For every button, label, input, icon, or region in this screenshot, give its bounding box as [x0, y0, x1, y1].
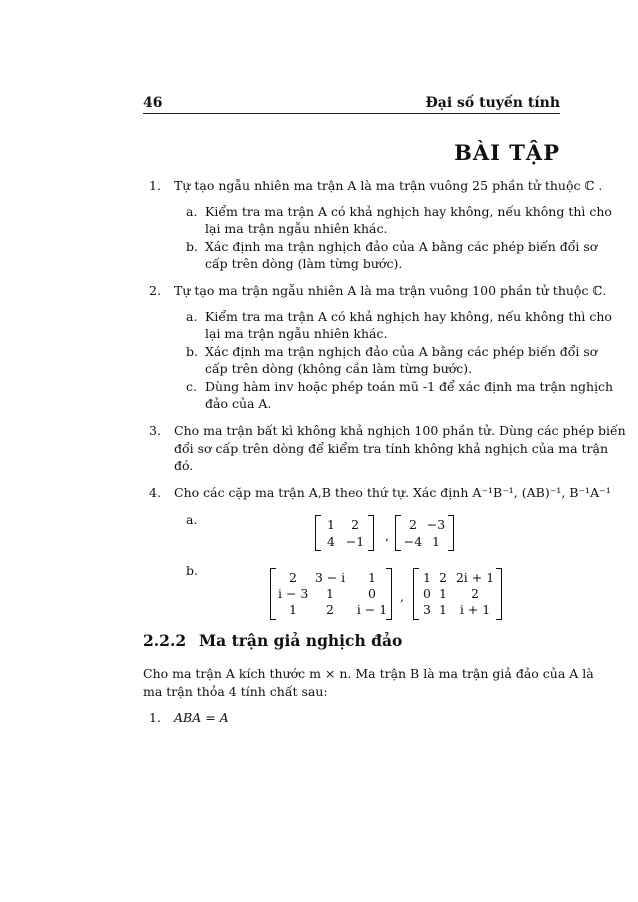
matrix-cell: 3 [423, 602, 431, 617]
matrix-cell: 2 [439, 570, 447, 585]
running-title: Đại số tuyến tính [425, 95, 560, 111]
matrix-separator: , [400, 589, 404, 604]
exercise-2a-line-1: Kiểm tra ma trận A có khả nghịch hay không, nếu không thì cho [205, 309, 612, 324]
matrix-cell: 1 [423, 570, 431, 585]
header-rule [143, 113, 560, 114]
property-1-number: 1. [149, 710, 161, 725]
matrix-cell: 1 [439, 602, 447, 617]
matrix-cell: 2i + 1 [455, 570, 495, 585]
matrix-cell: 0 [423, 586, 431, 601]
subsection-intro-line-1: Cho ma trận A kích thước m × n. Ma trận B là ma trận giả đảo của A là [143, 666, 594, 681]
exercise-4-number: 4. [149, 485, 161, 500]
exercise-1a-line-1: Kiểm tra ma trận A có khả nghịch hay không, nếu không thì cho [205, 204, 612, 219]
exercise-1b-label: b. [186, 239, 198, 254]
matrix-4b-A-left-bracket [270, 568, 276, 620]
exercise-2b-line-2: cấp trên dòng (không cần làm từng bước). [205, 361, 473, 376]
exercise-3-line-1: Cho ma trận bất kì không khả nghịch 100 phần tử. Dùng các phép biến [174, 423, 626, 438]
exercise-4a-label: a. [186, 512, 198, 527]
exercise-2c-line-1: Dùng hàm inv hoặc phép toán mũ -1 để xác định ma trận nghịch [205, 379, 614, 394]
matrix-cell: 1 [289, 602, 297, 617]
matrix-cell: i − 1 [356, 602, 388, 617]
exercise-2b-label: b. [186, 344, 198, 359]
matrix-cell: 1 [327, 517, 335, 532]
exercise-1b-line-2: cấp trên dòng (làm từng bước). [205, 256, 403, 271]
matrix-cell: 1 [439, 586, 447, 601]
matrix-separator: , [385, 528, 389, 543]
exercise-2-number: 2. [149, 283, 161, 298]
matrix-cell: 1 [368, 570, 376, 585]
exercise-1b-line-1: Xác định ma trận nghịch đảo của A bằng các phép biến đổi sơ [205, 239, 598, 254]
matrix-cell: 2 [409, 517, 417, 532]
property-1-text: ABA = A [174, 710, 229, 725]
exercise-2c-line-2: đảo của A. [205, 396, 272, 411]
matrix-cell: 1 [432, 534, 440, 549]
exercise-2a-label: a. [186, 309, 198, 324]
subsection-intro-line-2: ma trận thỏa 4 tính chất sau: [143, 684, 328, 699]
exercise-2-text: Tự tạo ma trận ngẫu nhiên A là ma trận vuông 100 phần tử thuộc ℂ. [174, 283, 607, 298]
matrix-4a-A-right-bracket [368, 515, 374, 551]
matrix-4b-A-right-bracket [386, 568, 392, 620]
matrix-cell: i + 1 [459, 602, 491, 617]
matrix-4a-B-left-bracket [395, 515, 401, 551]
matrix-cell: 0 [368, 586, 376, 601]
matrix-cell: 1 [326, 586, 334, 601]
exercise-1-number: 1. [149, 178, 161, 193]
matrix-cell: 2 [326, 602, 334, 617]
matrix-4a-B-right-bracket [448, 515, 454, 551]
matrix-4b-B-right-bracket [496, 568, 502, 620]
matrix-cell: −1 [345, 534, 365, 549]
exercise-2b-line-1: Xác định ma trận nghịch đảo của A bằng các phép biến đổi sơ [205, 344, 598, 359]
exercise-3-line-3: đó. [174, 458, 194, 473]
matrix-cell: −4 [403, 534, 423, 549]
subsection-heading [143, 631, 402, 650]
page-number: 46 [143, 95, 163, 111]
matrix-cell: −3 [426, 517, 446, 532]
matrix-cell: 2 [471, 586, 479, 601]
subsection-title: Ma trận giả nghịch đảo [199, 631, 403, 650]
matrix-4b-B-left-bracket [413, 568, 419, 620]
exercise-3-line-2: đổi sơ cấp trên dòng để kiểm tra tính không khả nghịch của ma trận [174, 441, 609, 456]
exercise-1a-label: a. [186, 204, 198, 219]
matrix-cell: 2 [289, 570, 297, 585]
section-title: BÀI TẬP [454, 140, 560, 165]
subsection-number: 2.2.2 [143, 631, 187, 650]
exercise-1-text: Tự tạo ngẫu nhiên ma trận A là ma trận vuông 25 phần tử thuộc ℂ . [174, 178, 603, 193]
exercise-4b-label: b. [186, 563, 198, 578]
matrix-4a-A-left-bracket [315, 515, 321, 551]
exercise-4-text: Cho các cặp ma trận A,B theo thứ tự. Xác định A⁻¹B⁻¹, (AB)⁻¹, B⁻¹A⁻¹ [174, 485, 611, 500]
exercise-1a-line-2: lại ma trận ngẫu nhiên khác. [205, 221, 388, 236]
exercise-2a-line-2: lại ma trận ngẫu nhiên khác. [205, 326, 388, 341]
matrix-cell: 4 [327, 534, 335, 549]
exercise-2c-label: c. [186, 379, 197, 394]
matrix-cell: i − 3 [278, 586, 309, 601]
matrix-cell: 3 − i [314, 570, 346, 585]
exercise-3-number: 3. [149, 423, 161, 438]
matrix-cell: 2 [351, 517, 359, 532]
